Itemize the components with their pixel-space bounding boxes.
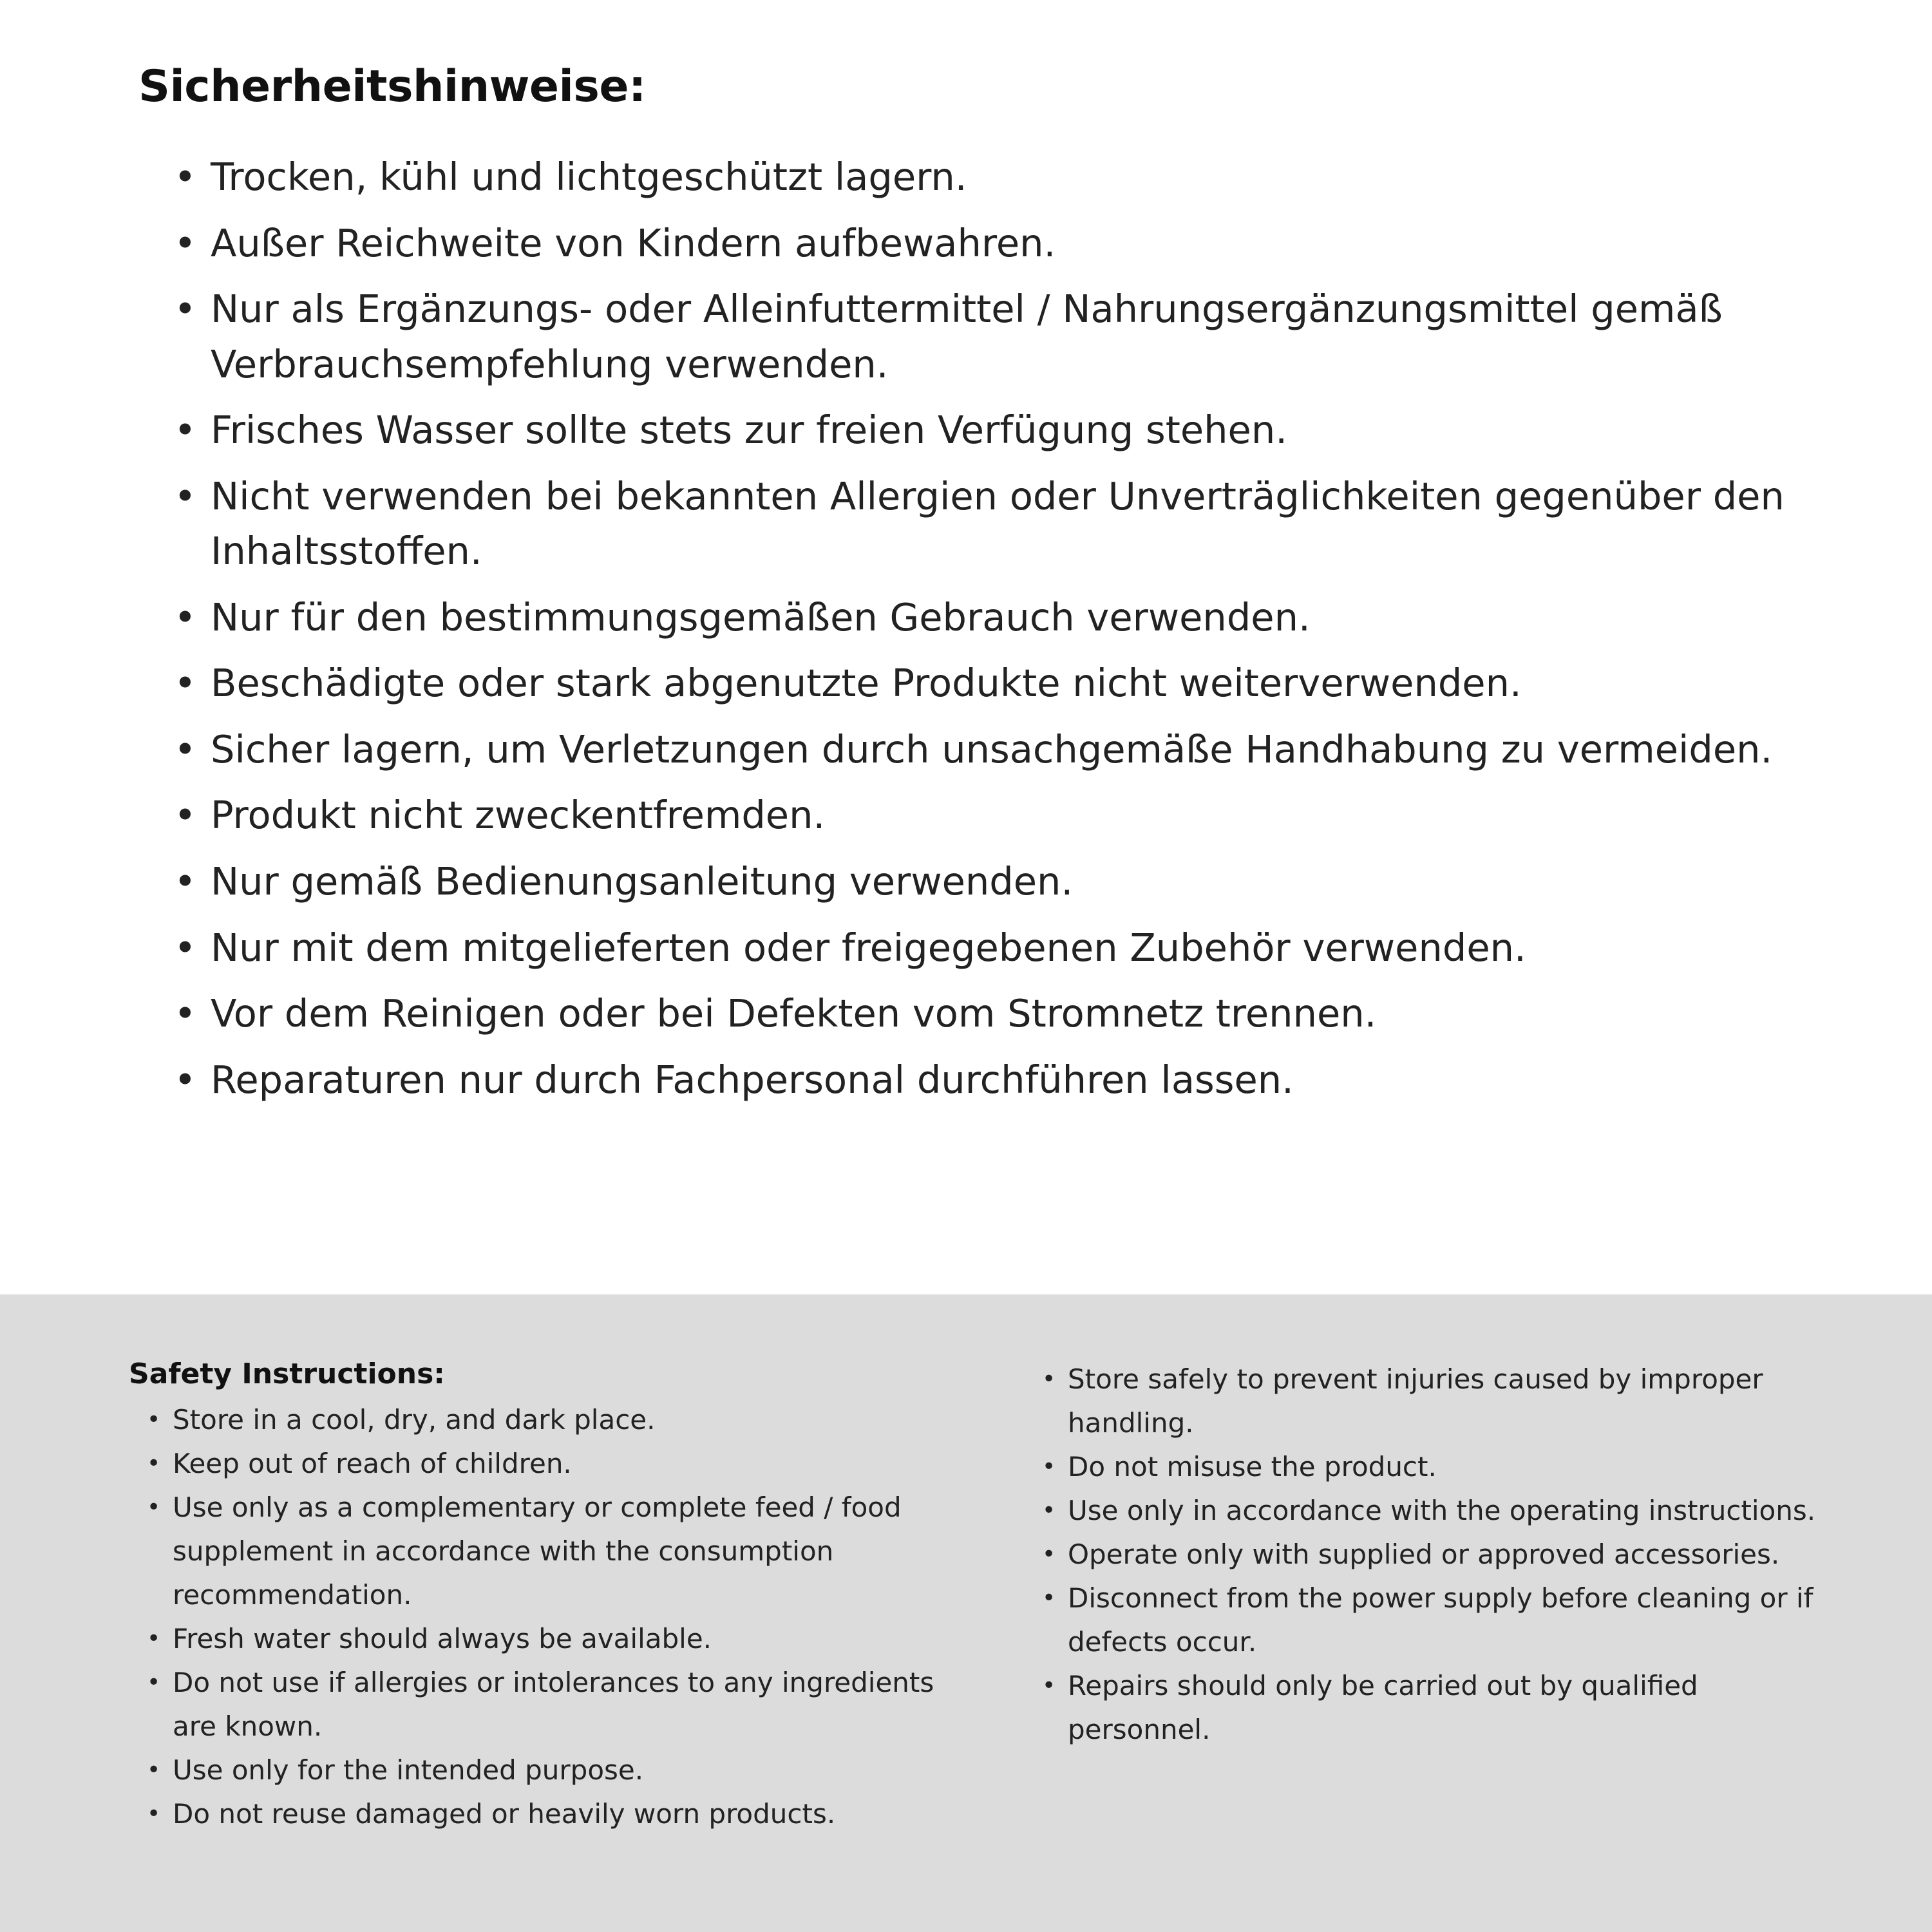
list-item: • Use only for the intended purpose. [129,1748,985,1792]
list-item: • Keep out of reach of children. [129,1442,985,1486]
english-right-column [1024,1358,1861,1752]
english-instruction-list-right [1024,1358,1848,1752]
english-title: Safety Instructions: [129,1358,445,1390]
list-item: • Do not misuse the product. [1024,1445,1848,1489]
list-item: • Store safely to prevent injuries caused by improper handling. [1024,1358,1848,1445]
list-item: • Fresh water should always be available. [129,1617,985,1661]
list-item: • Operate only with supplied or approved accessories. [1024,1533,1848,1577]
list-item: • Do not reuse damaged or heavily worn products. [129,1792,985,1836]
english-section [0,1294,1932,1932]
list-item: • Beschädigte oder stark abgenutzte Produkte nicht weiterverwenden. [138,656,1813,711]
list-item: • Frisches Wasser sollte stets zur freien Verfügung stehen. [138,402,1813,458]
list-item: • Reparaturen nur durch Fachpersonal durchführen lassen. [138,1052,1813,1108]
list-item: • Use only in accordance with the operating instructions. [1024,1489,1848,1533]
list-item: • Nicht verwenden bei bekannten Allergien oder Unverträglichkeiten gegenüber den Inhaltsstoffen. [138,469,1813,579]
list-item: • Sicher lagern, um Verletzungen durch unsachgemäße Handhabung zu vermeiden. [138,722,1813,777]
english-left-column [129,1358,1024,1836]
list-item: • Vor dem Reinigen oder bei Defekten vom Stromnetz trennen. [138,986,1813,1041]
list-item: • Disconnect from the power supply before cleaning or if defects occur. [1024,1577,1848,1664]
list-item: • Repairs should only be carried out by qualified personnel. [1024,1664,1848,1752]
list-item: • Nur für den bestimmungsgemäßen Gebrauch verwenden. [138,590,1813,645]
list-item: • Nur als Ergänzungs- oder Alleinfuttermittel / Nahrungsergänzungsmittel gemäß Verbrauchsempfehlung verwenden. [138,281,1813,392]
list-item: • Nur mit dem mitgelieferten oder freigegebenen Zubehör verwenden. [138,920,1813,976]
list-item: • Nur gemäß Bedienungsanleitung verwenden. [138,854,1813,909]
german-title: Sicherheitshinweise: [138,61,646,112]
list-item: • Außer Reichweite von Kindern aufbewahren. [138,216,1813,271]
german-instruction-list [138,149,1813,1107]
list-item: • Use only as a complementary or complete feed / food supplement in accordance with the consumption recommendation. [129,1486,985,1617]
list-item: • Trocken, kühl und lichtgeschützt lagern. [138,149,1813,205]
list-item: • Store in a cool, dry, and dark place. [129,1398,985,1442]
english-instruction-list-left [129,1398,985,1836]
list-item: • Produkt nicht zweckentfremden. [138,788,1813,843]
list-item: • Do not use if allergies or intolerances to any ingredients are known. [129,1661,985,1748]
